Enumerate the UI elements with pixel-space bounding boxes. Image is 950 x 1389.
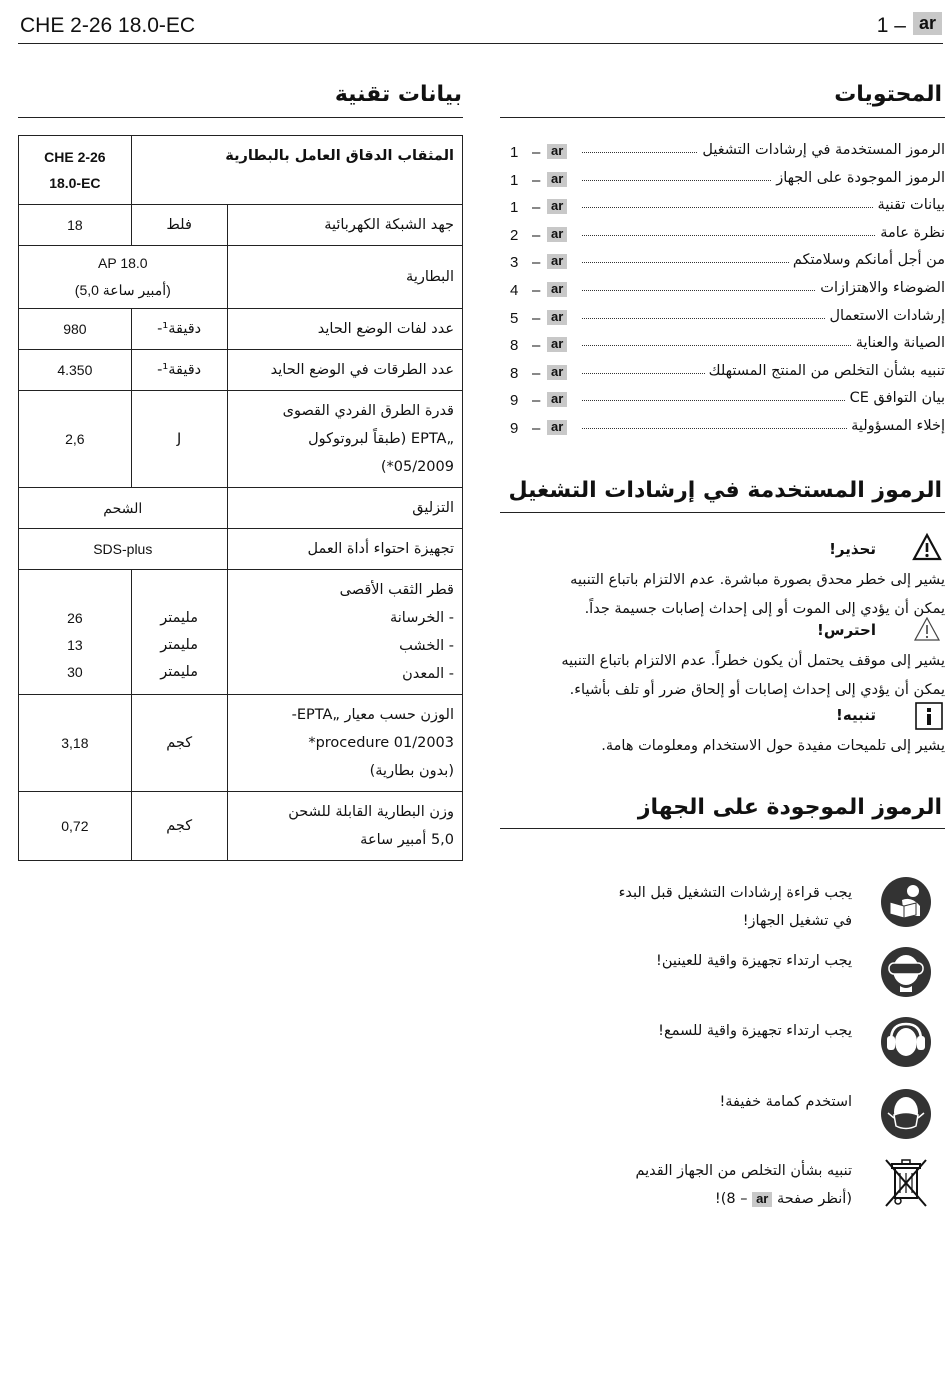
caution-triangle-icon — [912, 614, 942, 644]
toc-item[interactable] — [500, 306, 945, 334]
toc-label: بيان التوافق CE — [846, 390, 945, 406]
tech-value: SDS-plus — [19, 529, 228, 570]
toc-item[interactable] — [500, 195, 945, 223]
read-manual-text: يجب قراءة إرشادات التشغيل قبل البدء في تشغيل الجهاز! — [618, 885, 852, 929]
warning-text: يشير إلى خطر محدق بصورة مباشرة. عدم الالتزام باتباع التنبيه يمكن أن يؤدي إلى الموت أو إلى إحداث إصابات جسيمة جداً. — [570, 572, 945, 617]
toc-dash: – — [532, 171, 541, 189]
toc-lang-badge: ar — [547, 144, 567, 159]
tech-title: بيانات تقنية — [334, 82, 462, 107]
toc-item[interactable] — [500, 388, 945, 416]
toc-item[interactable] — [500, 278, 945, 306]
tech-label: التزليق — [227, 488, 462, 529]
info-heading: تنبيه! — [836, 706, 876, 724]
toc-dash: – — [532, 392, 541, 410]
toc-item[interactable] — [500, 140, 945, 168]
contents-rule — [500, 117, 945, 118]
tech-label: المثقاب الدقاق العامل بالبطارية — [131, 136, 462, 205]
tech-unit: مليمتر مليمتر مليمتر — [131, 570, 227, 695]
toc-label: إخلاء المسؤولية — [847, 418, 945, 434]
toc-label: الرموز المستخدمة في إرشادات التشغيل — [698, 142, 945, 158]
tech-rule — [18, 117, 463, 118]
tech-value: 980 — [19, 309, 132, 350]
toc-lang-badge: ar — [547, 337, 567, 352]
toc-item[interactable] — [500, 223, 945, 251]
manual-symbols-title: الرموز المستخدمة في إرشادات التشغيل — [508, 478, 942, 503]
tech-row — [19, 570, 463, 695]
warning-heading: تحذير! — [829, 540, 876, 558]
crossed-bin-icon — [882, 1156, 930, 1212]
device-symbols-title: الرموز الموجودة على الجهاز — [637, 795, 942, 820]
info-text: يشير إلى تلميحات مفيدة حول الاستخدام ومعلومات هامة. — [601, 738, 945, 754]
header-model: CHE 2-26 18.0-EC — [20, 14, 196, 37]
tech-row — [19, 792, 463, 861]
toc-dash: – — [532, 281, 541, 299]
toc-dash: – — [532, 144, 541, 161]
tech-row — [19, 391, 463, 488]
tech-row — [19, 529, 463, 570]
toc-label: الصيانة والعناية — [852, 335, 945, 351]
toc-lang-badge: ar — [547, 254, 567, 269]
tech-label: قطر الثقب الأقصى - الخرسانة - الخشب - المعدن — [227, 570, 462, 695]
toc-label: الضوضاء والاهتزازات — [816, 280, 945, 296]
contents-list — [500, 140, 945, 444]
tech-value: 2,6 — [19, 391, 132, 488]
tech-unit: دقيقة¹- — [131, 309, 227, 350]
tech-label: جهد الشبكة الكهربائية — [227, 205, 462, 246]
toc-page-number: 3 — [510, 254, 519, 272]
info-icon — [915, 702, 943, 730]
caution-text: يشير إلى موقف يحتمل أن يكون خطراً. عدم الالتزام باتباع التنبيه يمكن أن يؤدي إلى إحداث إصابات أو إلحاق ضرر أو تلف بأشياء. — [561, 653, 945, 698]
toc-label: تنبيه بشأن التخلص من المنتج المستهلك — [705, 363, 945, 379]
toc-label: من أجل أمانكم وسلامتكم — [789, 252, 945, 268]
toc-label: نظرة عامة — [876, 225, 945, 241]
toc-dash: – — [532, 419, 541, 437]
toc-dash: – — [532, 199, 541, 217]
toc-page-number: 8 — [510, 337, 519, 355]
manual-symbols-rule — [500, 512, 945, 513]
toc-dash: – — [532, 254, 541, 272]
ear-protection-text: يجب ارتداء تجهيزة واقية للسمع! — [658, 1023, 852, 1039]
eye-protection-text: يجب ارتداء تجهيزة واقية للعينين! — [656, 953, 852, 969]
tech-label: وزن البطارية القابلة للشحن 5,0 أمبير ساعة — [227, 792, 462, 861]
toc-page-number: 2 — [510, 226, 519, 244]
tech-label: البطارية — [227, 246, 462, 309]
disposal-ref-suffix: – 8)! — [714, 1191, 748, 1207]
toc-item[interactable] — [500, 416, 945, 444]
toc-lang-badge: ar — [547, 310, 567, 325]
header-lang-badge: ar — [913, 12, 942, 35]
tech-unit: كجم — [131, 695, 227, 792]
tech-row — [19, 350, 463, 391]
dust-mask-text: استخدم كمامة خفيفة! — [719, 1094, 852, 1110]
ear-protection-icon — [880, 1016, 932, 1068]
toc-page-number: 5 — [510, 309, 519, 327]
tech-row — [19, 136, 463, 205]
toc-label: إرشادات الاستعمال — [826, 308, 946, 324]
toc-page-number: 4 — [510, 281, 519, 299]
header-rule — [18, 43, 943, 44]
disposal-reference — [715, 1185, 852, 1213]
tech-unit: دقيقة¹- — [131, 350, 227, 391]
dust-mask-icon — [880, 1088, 932, 1140]
header-page-number: 1 – — [876, 14, 906, 37]
read-manual-icon — [880, 876, 932, 928]
eye-protection-icon — [880, 946, 932, 998]
toc-page-number: 9 — [510, 392, 519, 410]
toc-page-number: 1 — [510, 199, 519, 217]
toc-lang-badge: ar — [547, 227, 567, 242]
tech-label: قدرة الطرق الفردي القصوى „EPTA (طبقاً لبروتوكول 05/2009*) — [227, 391, 462, 488]
toc-lang-badge: ar — [547, 365, 567, 380]
toc-item[interactable] — [500, 333, 945, 361]
toc-lang-badge: ar — [547, 392, 567, 407]
toc-dash: – — [532, 337, 541, 355]
tech-data-table — [18, 135, 463, 861]
toc-page-number: 8 — [510, 364, 519, 382]
disposal-ref-badge: ar — [752, 1192, 772, 1207]
tech-row — [19, 309, 463, 350]
tech-label: عدد لفات الوضع الحايد — [227, 309, 462, 350]
tech-row — [19, 488, 463, 529]
toc-item[interactable] — [500, 168, 945, 196]
tech-row — [19, 246, 463, 309]
tech-row — [19, 695, 463, 792]
tech-label: عدد الطرقات في الوضع الحايد — [227, 350, 462, 391]
tech-unit: فلط — [131, 205, 227, 246]
tech-value: 4.350 — [19, 350, 132, 391]
device-symbols-rule — [500, 828, 945, 829]
toc-dash: – — [532, 309, 541, 327]
tech-value: CHE 2-26 18.0-EC — [19, 136, 132, 205]
toc-lang-badge: ar — [547, 172, 567, 187]
tech-value: 18 — [19, 205, 132, 246]
toc-dash: – — [532, 226, 541, 244]
toc-page-number: 9 — [510, 419, 519, 437]
tech-label: تجهيزة احتواء أداة العمل — [227, 529, 462, 570]
toc-page-number: 1 — [510, 171, 519, 189]
tech-value: 26 13 30 — [19, 570, 132, 695]
toc-item[interactable] — [500, 250, 945, 278]
tech-value: الشحم — [19, 488, 228, 529]
toc-label: الرموز الموجودة على الجهاز — [772, 170, 945, 186]
toc-item[interactable] — [500, 361, 945, 389]
disposal-ref-prefix: (أنظر صفحة — [776, 1191, 852, 1207]
tech-unit: J — [131, 391, 227, 488]
toc-dash: – — [532, 364, 541, 382]
toc-lang-badge: ar — [547, 199, 567, 214]
caution-heading: احترس! — [817, 621, 876, 639]
tech-value: 3,18 — [19, 695, 132, 792]
tech-label: الوزن حسب معيار „EPTA- procedure 01/2003* (بدون بطارية) — [227, 695, 462, 792]
toc-lang-badge: ar — [547, 282, 567, 297]
toc-lang-badge: ar — [547, 420, 567, 435]
tech-unit: كجم — [131, 792, 227, 861]
disposal-text: تنبيه بشأن التخلص من الجهاز القديم — [635, 1163, 852, 1179]
toc-label: بيانات تقنية — [874, 197, 945, 213]
tech-value: AP 18.0 (5,0 أمبير ساعة) — [19, 246, 228, 309]
toc-page-number: 1 — [510, 144, 519, 161]
contents-title: المحتويات — [834, 82, 942, 107]
tech-value: 0,72 — [19, 792, 132, 861]
warning-triangle-icon — [912, 532, 942, 562]
tech-row — [19, 205, 463, 246]
